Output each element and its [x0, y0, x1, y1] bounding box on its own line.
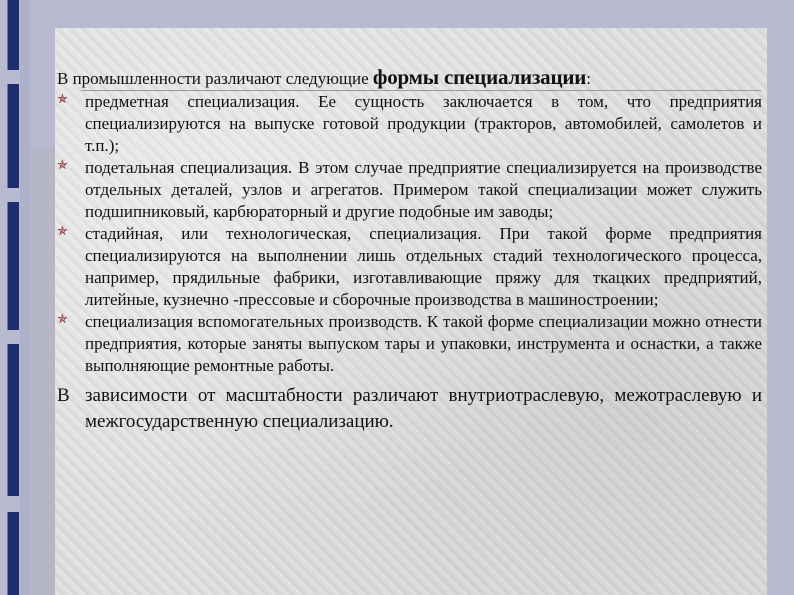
star-bullet-icon: ✯	[57, 224, 68, 239]
decorative-bar	[7, 344, 19, 496]
intro-emphasis: формы специализации	[372, 65, 587, 89]
star-bullet-icon: ✯	[57, 158, 68, 173]
decorative-bar	[7, 512, 19, 595]
bullet-text: специализация вспомогательных производств. К такой форме специализации можно отнести предприятия, которые заняты выпуском тары и упаковки, инструмента и оснастки, а также выполняющие ремонтные работы.	[85, 312, 762, 375]
decorative-bar	[7, 84, 19, 188]
list-item	[57, 91, 762, 157]
intro-suffix: :	[586, 69, 591, 88]
list-item	[57, 223, 762, 311]
slide-text	[57, 66, 762, 435]
left-decorative-bars	[0, 0, 20, 595]
list-item	[57, 157, 762, 223]
bullet-text: предметная специализация. Ее сущность заключается в том, что предприятия специализируются на выпуске готовой продукции (тракторов, автомобилей, самолетов и т.п.);	[85, 92, 762, 155]
intro-prefix: В промышленности различают следующие	[57, 69, 373, 88]
star-bullet-icon: ✯	[57, 92, 68, 107]
bullet-text: стадийная, или технологическая, специализация. При такой форме предприятия специализируются на выполнении лишь отдельных стадий технологического процесса, например, прядильные фабрики, изготавливающие пряжу для ткацких предприятий, литейные, кузнечно -прессовые и сборочные производства в машиностроении;	[85, 224, 762, 309]
intro-line	[57, 66, 762, 90]
bullet-text: подетальная специализация. В этом случае предприятие специализируется на производстве отдельных деталей, узлов и агрегатов. Примером такой специализации может служить подшипниковый, карбюраторный и другие подобные им заводы;	[85, 158, 762, 221]
outro-lead: В	[57, 385, 70, 406]
list-item	[57, 311, 762, 377]
decorative-bar	[7, 0, 19, 70]
left-strip	[20, 0, 30, 595]
outro-text: зависимости от масштабности различают внутриотраслевую, межотраслевую и межгосударственную специализацию.	[85, 385, 762, 432]
star-bullet-icon: ✯	[57, 312, 68, 327]
decorative-bar	[7, 202, 19, 330]
outro-paragraph	[57, 383, 762, 435]
bullet-list	[57, 91, 762, 377]
